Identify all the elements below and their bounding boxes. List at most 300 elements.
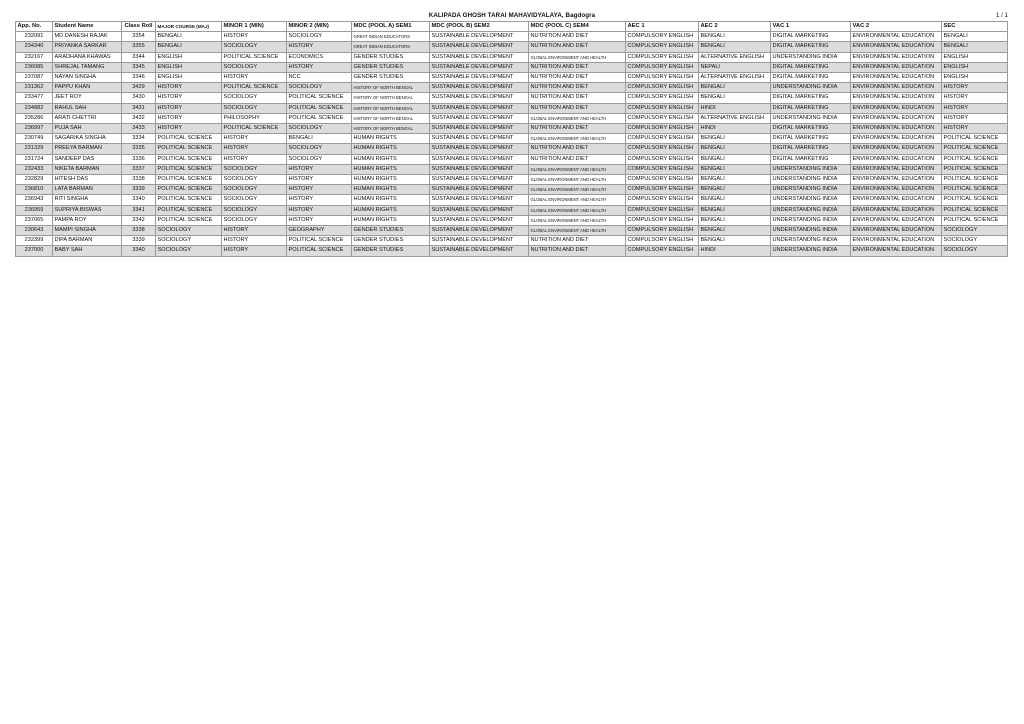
table-row <box>16 62 1008 72</box>
table-cell: ALTERNATIVE ENGLISH <box>699 73 771 83</box>
table-cell: 3433 <box>122 124 156 134</box>
table-cell: NUTRITION AND DIET <box>529 246 626 256</box>
table-cell: 232829 <box>16 175 53 185</box>
table-cell: ENGLISH <box>942 73 1008 83</box>
table-cell: POLITICAL SCIENCE <box>942 185 1008 195</box>
table-cell: SUSTAINABLE DEVELOPMENT <box>430 134 529 144</box>
table-cell: COMPULSORY ENGLISH <box>626 32 699 42</box>
table-cell: NIKETA BARMAN <box>53 164 122 174</box>
table-cell: HISTORY <box>287 175 352 185</box>
table-cell: ARATI CHETTRI <box>53 113 122 123</box>
table-cell: ENVIRONMENTAL EDUCATION <box>851 124 942 134</box>
table-cell: DIGITAL MARKETING <box>771 103 851 113</box>
table-cell: DIGITAL MARKETING <box>771 134 851 144</box>
table-cell: SOCIOLOGY <box>222 205 287 215</box>
table-cell: ENVIRONMENTAL EDUCATION <box>851 236 942 246</box>
table-cell: HISTORY OF NORTH BENGAL <box>352 83 430 93</box>
table-cell: HISTORY <box>287 195 352 205</box>
table-cell: HISTORY <box>156 103 222 113</box>
table-cell: COMPULSORY ENGLISH <box>626 195 699 205</box>
column-header: Class Roll <box>122 22 156 32</box>
table-cell: SOCIOLOGY <box>222 103 287 113</box>
table-row <box>16 134 1008 144</box>
table-cell: NUTRITION AND DIET <box>529 83 626 93</box>
table-cell: BENGALI <box>699 144 771 154</box>
column-header: Student Name <box>53 22 122 32</box>
table-cell: 234340 <box>16 42 53 52</box>
column-header: VAC 1 <box>771 22 851 32</box>
table-cell: SUSTAINABLE DEVELOPMENT <box>430 246 529 256</box>
table-cell: 3344 <box>122 52 156 62</box>
table-cell: ENVIRONMENTAL EDUCATION <box>851 103 942 113</box>
table-cell: ENVIRONMENTAL EDUCATION <box>851 134 942 144</box>
table-cell: GENDER STUDIES <box>352 226 430 236</box>
table-cell: ENVIRONMENTAL EDUCATION <box>851 73 942 83</box>
table-cell: GREAT INDIAN EDUCATORS <box>352 42 430 52</box>
table-cell: SOCIOLOGY <box>156 226 222 236</box>
table-cell: SUSTAINABLE DEVELOPMENT <box>430 205 529 215</box>
table-cell: 230749 <box>16 134 53 144</box>
table-cell: 3337 <box>122 164 156 174</box>
table-cell: UNDERSTANDING INDIA <box>771 83 851 93</box>
table-cell: DIGITAL MARKETING <box>771 73 851 83</box>
table-cell: ENVIRONMENTAL EDUCATION <box>851 185 942 195</box>
table-cell: ENVIRONMENTAL EDUCATION <box>851 205 942 215</box>
table-cell: SUSTAINABLE DEVELOPMENT <box>430 42 529 52</box>
table-cell: HISTORY <box>222 134 287 144</box>
table-cell: HUMAN RIGHTS <box>352 215 430 225</box>
table-row <box>16 205 1008 215</box>
table-cell: COMPULSORY ENGLISH <box>626 144 699 154</box>
table-cell: NUTRITION AND DIET <box>529 103 626 113</box>
table-cell: 3335 <box>122 144 156 154</box>
table-cell: UNDERSTANDING INDIA <box>771 113 851 123</box>
table-cell: HISTORY OF NORTH BENGAL <box>352 93 430 103</box>
table-cell: 3338 <box>122 175 156 185</box>
table-cell: SOCIOLOGY <box>222 215 287 225</box>
table-cell: GLOBAL ENVIRONMENT AND HEALTH <box>529 164 626 174</box>
table-cell: BENGALI <box>699 226 771 236</box>
table-row <box>16 175 1008 185</box>
table-cell: BENGALI <box>699 175 771 185</box>
table-cell: 236085 <box>16 62 53 72</box>
table-cell: SUSTAINABLE DEVELOPMENT <box>430 124 529 134</box>
table-cell: PUJA SAH <box>53 124 122 134</box>
table-cell: SOCIOLOGY <box>222 195 287 205</box>
table-cell: GENDER STUDIES <box>352 62 430 72</box>
table-cell: ENGLISH <box>156 73 222 83</box>
table-cell: 3431 <box>122 103 156 113</box>
table-cell: PAMPA ROY <box>53 215 122 225</box>
table-cell: POLITICAL SCIENCE <box>222 124 287 134</box>
table-cell: NUTRITION AND DIET <box>529 73 626 83</box>
table-cell: SUSTAINABLE DEVELOPMENT <box>430 236 529 246</box>
table-cell: 232399 <box>16 236 53 246</box>
table-cell: RITI SINGHA <box>53 195 122 205</box>
table-cell: HISTORY <box>222 226 287 236</box>
table-cell: GLOBAL ENVIRONMENT AND HEALTH <box>529 175 626 185</box>
table-cell: POLITICAL SCIENCE <box>942 215 1008 225</box>
table-cell: DIGITAL MARKETING <box>771 124 851 134</box>
table-cell: POLITICAL SCIENCE <box>156 175 222 185</box>
table-cell: MD DANESH RAJAK <box>53 32 122 42</box>
table-cell: UNDERSTANDING INDIA <box>771 236 851 246</box>
table-row <box>16 164 1008 174</box>
table-cell: POLITICAL SCIENCE <box>287 236 352 246</box>
table-cell: SUSTAINABLE DEVELOPMENT <box>430 215 529 225</box>
table-cell: COMPULSORY ENGLISH <box>626 134 699 144</box>
table-cell: ALTERNATIVE ENGLISH <box>699 113 771 123</box>
table-cell: SOCIOLOGY <box>942 246 1008 256</box>
table-cell: POLITICAL SCIENCE <box>156 134 222 144</box>
table-cell: HISTORY <box>222 73 287 83</box>
table-row <box>16 103 1008 113</box>
table-cell: SOCIOLOGY <box>287 83 352 93</box>
table-cell: ENVIRONMENTAL EDUCATION <box>851 83 942 93</box>
table-cell: SUSTAINABLE DEVELOPMENT <box>430 144 529 154</box>
table-cell: SUSTAINABLE DEVELOPMENT <box>430 164 529 174</box>
table-cell: 3341 <box>122 205 156 215</box>
table-row <box>16 154 1008 164</box>
table-cell: HISTORY <box>287 205 352 215</box>
table-cell: HISTORY <box>156 124 222 134</box>
table-cell: SOCIOLOGY <box>222 93 287 103</box>
table-cell: BENGALI <box>699 164 771 174</box>
table-cell: UNDERSTANDING INDIA <box>771 205 851 215</box>
table-cell: DIGITAL MARKETING <box>771 42 851 52</box>
table-cell: HISTORY <box>222 154 287 164</box>
table-cell: 3432 <box>122 113 156 123</box>
table-cell: BENGALI <box>699 195 771 205</box>
table-cell: RAHUL SAH <box>53 103 122 113</box>
table-cell: BENGALI <box>699 215 771 225</box>
table-cell: POLITICAL SCIENCE <box>156 215 222 225</box>
table-cell: HISTORY OF NORTH BENGAL <box>352 124 430 134</box>
table-cell: 231724 <box>16 154 53 164</box>
table-header-row <box>16 22 1008 32</box>
table-body <box>16 32 1008 256</box>
column-header: MDC (POOL A) SEM1 <box>352 22 430 32</box>
table-cell: SOCIOLOGY <box>222 62 287 72</box>
table-cell: MAMPI SINGHA <box>53 226 122 236</box>
table-cell: COMPULSORY ENGLISH <box>626 154 699 164</box>
table-cell: UNDERSTANDING INDIA <box>771 195 851 205</box>
table-cell: BENGALI <box>287 134 352 144</box>
table-cell: SOCIOLOGY <box>156 236 222 246</box>
table-cell: SAGARIKA SINGHA <box>53 134 122 144</box>
table-cell: HISTORY <box>222 32 287 42</box>
table-cell: DIGITAL MARKETING <box>771 144 851 154</box>
table-cell: BENGALI <box>156 42 222 52</box>
table-cell: HISTORY <box>942 113 1008 123</box>
table-cell: POLITICAL SCIENCE <box>222 83 287 93</box>
table-cell: BENGALI <box>699 154 771 164</box>
table-cell: COMPULSORY ENGLISH <box>626 205 699 215</box>
table-cell: ENVIRONMENTAL EDUCATION <box>851 175 942 185</box>
table-cell: NCC <box>287 73 352 83</box>
table-row <box>16 144 1008 154</box>
table-row <box>16 185 1008 195</box>
table-cell: SUSTAINABLE DEVELOPMENT <box>430 195 529 205</box>
table-cell: HISTORY <box>942 93 1008 103</box>
table-cell: PHILOSOPHY <box>222 113 287 123</box>
column-header: MDC (POOL C) SEM4 <box>529 22 626 32</box>
table-cell: ECONOMICS <box>287 52 352 62</box>
table-cell: BENGALI <box>699 83 771 93</box>
table-cell: HISTORY <box>222 246 287 256</box>
table-cell: DIGITAL MARKETING <box>771 93 851 103</box>
table-cell: 231329 <box>16 144 53 154</box>
table-cell: SUSTAINABLE DEVELOPMENT <box>430 73 529 83</box>
table-cell: ENVIRONMENTAL EDUCATION <box>851 215 942 225</box>
table-cell: HISTORY <box>942 124 1008 134</box>
table-cell: HISTORY <box>942 83 1008 93</box>
table-row <box>16 52 1008 62</box>
table-cell: UNDERSTANDING INDIA <box>771 226 851 236</box>
table-cell: SOCIOLOGY <box>287 124 352 134</box>
table-cell: HISTORY <box>222 236 287 246</box>
table-cell: ENVIRONMENTAL EDUCATION <box>851 226 942 236</box>
table-cell: ENVIRONMENTAL EDUCATION <box>851 246 942 256</box>
table-cell: COMPULSORY ENGLISH <box>626 93 699 103</box>
table-cell: ENVIRONMENTAL EDUCATION <box>851 113 942 123</box>
table-cell: COMPULSORY ENGLISH <box>626 185 699 195</box>
table-cell: ARADHANA KHAWAS <box>53 52 122 62</box>
table-cell: COMPULSORY ENGLISH <box>626 113 699 123</box>
table-cell: 232433 <box>16 164 53 174</box>
table-cell: GLOBAL ENVIRONMENT AND HEALTH <box>529 185 626 195</box>
table-cell: 3336 <box>122 154 156 164</box>
table-cell: SOCIOLOGY <box>222 175 287 185</box>
table-cell: ENVIRONMENTAL EDUCATION <box>851 144 942 154</box>
table-cell: POLITICAL SCIENCE <box>222 52 287 62</box>
table-cell: SUSTAINABLE DEVELOPMENT <box>430 113 529 123</box>
table-cell: POLITICAL SCIENCE <box>287 113 352 123</box>
table-cell: POLITICAL SCIENCE <box>942 164 1008 174</box>
table-cell: NUTRITION AND DIET <box>529 236 626 246</box>
table-cell: GLOBAL ENVIRONMENT AND HEALTH <box>529 195 626 205</box>
table-cell: BENGALI <box>699 32 771 42</box>
table-cell: SUSTAINABLE DEVELOPMENT <box>430 185 529 195</box>
table-row <box>16 73 1008 83</box>
table-cell: BENGALI <box>942 32 1008 42</box>
column-header: AEC 2 <box>699 22 771 32</box>
column-header: App. No. <box>16 22 53 32</box>
table-cell: ENVIRONMENTAL EDUCATION <box>851 164 942 174</box>
table-cell: POLITICAL SCIENCE <box>156 185 222 195</box>
table-cell: SUSTAINABLE DEVELOPMENT <box>430 226 529 236</box>
table-cell: SOCIOLOGY <box>222 185 287 195</box>
table-cell: HUMAN RIGHTS <box>352 205 430 215</box>
table-cell: PAPPU KHAN <box>53 83 122 93</box>
table-cell: ALTERNATIVE ENGLISH <box>699 52 771 62</box>
table-cell: POLITICAL SCIENCE <box>287 246 352 256</box>
table-row <box>16 124 1008 134</box>
table-cell: SOCIOLOGY <box>222 164 287 174</box>
table-row <box>16 215 1008 225</box>
table-cell: UNDERSTANDING INDIA <box>771 215 851 225</box>
table-cell: LATA BARMAN <box>53 185 122 195</box>
table-cell: 3340 <box>122 246 156 256</box>
table-cell: SUSTAINABLE DEVELOPMENT <box>430 154 529 164</box>
table-cell: COMPULSORY ENGLISH <box>626 83 699 93</box>
table-cell: ENVIRONMENTAL EDUCATION <box>851 154 942 164</box>
table-cell: NUTRITION AND DIET <box>529 32 626 42</box>
table-cell: BENGALI <box>699 185 771 195</box>
table-cell: DIPA BARMAN <box>53 236 122 246</box>
table-cell: SOCIOLOGY <box>156 246 222 256</box>
table-cell: COMPULSORY ENGLISH <box>626 124 699 134</box>
table-cell: GENDER STUDIES <box>352 236 430 246</box>
table-cell: POLITICAL SCIENCE <box>156 154 222 164</box>
table-cell: HISTORY <box>287 185 352 195</box>
table-cell: ENVIRONMENTAL EDUCATION <box>851 42 942 52</box>
table-cell: 236959 <box>16 205 53 215</box>
table-row <box>16 113 1008 123</box>
table-cell: SOCIOLOGY <box>287 32 352 42</box>
table-cell: NUTRITION AND DIET <box>529 154 626 164</box>
table-cell: DIGITAL MARKETING <box>771 62 851 72</box>
table-cell: HISTORY <box>942 103 1008 113</box>
table-cell: HINDI <box>699 124 771 134</box>
table-cell: COMPULSORY ENGLISH <box>626 175 699 185</box>
table-cell: ENVIRONMENTAL EDUCATION <box>851 52 942 62</box>
table-cell: BENGALI <box>699 134 771 144</box>
table-cell: POLITICAL SCIENCE <box>942 205 1008 215</box>
table-cell: GLOBAL ENVIRONMENT AND HEALTH <box>529 113 626 123</box>
table-cell: HUMAN RIGHTS <box>352 175 430 185</box>
table-cell: SOCIOLOGY <box>287 144 352 154</box>
table-cell: HISTORY <box>156 93 222 103</box>
table-cell: SHREJAL TAMANG <box>53 62 122 72</box>
page-title: KALIPADA GHOSH TARAI MAHAVIDYALAYA, Bagdogra <box>428 12 596 19</box>
table-cell: ENGLISH <box>156 52 222 62</box>
table-cell: BENGALI <box>699 236 771 246</box>
table-cell: SOCIOLOGY <box>942 236 1008 246</box>
table-cell: NUTRITION AND DIET <box>529 42 626 52</box>
table-cell: GLOBAL ENVIRONMENT AND HEALTH <box>529 134 626 144</box>
column-header: MAJOR COURSE (MAJ) <box>156 22 222 32</box>
table-cell: ENGLISH <box>156 62 222 72</box>
table-cell: NUTRITION AND DIET <box>529 144 626 154</box>
table-cell: COMPULSORY ENGLISH <box>626 103 699 113</box>
table-cell: COMPULSORY ENGLISH <box>626 215 699 225</box>
table-cell: SOCIOLOGY <box>287 154 352 164</box>
table-cell: 3338 <box>122 226 156 236</box>
table-cell: COMPULSORY ENGLISH <box>626 164 699 174</box>
table-cell: DIGITAL MARKETING <box>771 32 851 42</box>
table-cell: HINDI <box>699 103 771 113</box>
table-cell: GENDER STUDIES <box>352 52 430 62</box>
table-cell: GENDER STUDIES <box>352 246 430 256</box>
table-cell: SUSTAINABLE DEVELOPMENT <box>430 175 529 185</box>
column-header: MINOR 2 (MIN) <box>287 22 352 32</box>
table-cell: 3429 <box>122 83 156 93</box>
column-header: AEC 1 <box>626 22 699 32</box>
table-cell: GENDER STUDIES <box>352 73 430 83</box>
table-cell: POLITICAL SCIENCE <box>287 93 352 103</box>
table-cell: POLITICAL SCIENCE <box>942 154 1008 164</box>
table-cell: PRIYANKA SARKAR <box>53 42 122 52</box>
table-cell: SUSTAINABLE DEVELOPMENT <box>430 93 529 103</box>
table-cell: PREEYA BARMAN <box>53 144 122 154</box>
table-cell: SUSTAINABLE DEVELOPMENT <box>430 52 529 62</box>
table-cell: 3355 <box>122 42 156 52</box>
table-cell: GREAT INDIAN EDUCATORS <box>352 32 430 42</box>
table-cell: JEET ROY <box>53 93 122 103</box>
table-cell: HISTORY <box>156 113 222 123</box>
table-cell: UNDERSTANDING INDIA <box>771 52 851 62</box>
table-cell: HISTORY <box>287 164 352 174</box>
table-cell: HISTORY <box>287 42 352 52</box>
table-cell: 3339 <box>122 185 156 195</box>
table-cell: HUMAN RIGHTS <box>352 154 430 164</box>
table-cell: COMPULSORY ENGLISH <box>626 236 699 246</box>
table-cell: COMPULSORY ENGLISH <box>626 226 699 236</box>
table-cell: POLITICAL SCIENCE <box>287 103 352 113</box>
table-cell: COMPULSORY ENGLISH <box>626 73 699 83</box>
table-row <box>16 93 1008 103</box>
table-cell: 236943 <box>16 195 53 205</box>
table-cell: SANDEEP DAS <box>53 154 122 164</box>
table-cell: 235286 <box>16 113 53 123</box>
table-cell: POLITICAL SCIENCE <box>942 195 1008 205</box>
table-row <box>16 236 1008 246</box>
table-cell: 236997 <box>16 124 53 134</box>
page-number: 1 / 1 <box>995 12 1008 19</box>
table-cell: 3339 <box>122 236 156 246</box>
table-cell: HUMAN RIGHTS <box>352 164 430 174</box>
table-cell: HUMAN RIGHTS <box>352 195 430 205</box>
table-cell: ENVIRONMENTAL EDUCATION <box>851 93 942 103</box>
table-cell: UNDERSTANDING INDIA <box>771 164 851 174</box>
column-header: VAC 2 <box>851 22 942 32</box>
table-cell: 3334 <box>122 134 156 144</box>
table-row <box>16 246 1008 256</box>
table-cell: 232167 <box>16 52 53 62</box>
table-cell: HITESH DAS <box>53 175 122 185</box>
table-cell: NAYAN SINGHA <box>53 73 122 83</box>
table-cell: POLITICAL SCIENCE <box>156 144 222 154</box>
table-cell: HISTORY <box>156 83 222 93</box>
table-cell: POLITICAL SCIENCE <box>156 195 222 205</box>
table-cell: SOCIOLOGY <box>942 226 1008 236</box>
table-cell: 230643 <box>16 226 53 236</box>
table-cell: BENGALI <box>699 93 771 103</box>
table-cell: 237065 <box>16 215 53 225</box>
table-cell: COMPULSORY ENGLISH <box>626 62 699 72</box>
table-cell: GLOBAL ENVIRONMENT AND HEALTH <box>529 205 626 215</box>
table-cell: NUTRITION AND DIET <box>529 93 626 103</box>
table-cell: COMPULSORY ENGLISH <box>626 52 699 62</box>
table-cell: HINDI <box>699 246 771 256</box>
table-cell: ENGLISH <box>942 52 1008 62</box>
student-table <box>15 21 1008 257</box>
table-row <box>16 42 1008 52</box>
table-cell: 3346 <box>122 73 156 83</box>
table-cell: 3354 <box>122 32 156 42</box>
table-cell: UNDERSTANDING INDIA <box>771 175 851 185</box>
table-row <box>16 195 1008 205</box>
table-cell: BENGALI <box>156 32 222 42</box>
table-row <box>16 83 1008 93</box>
table-cell: HISTORY <box>222 144 287 154</box>
table-cell: POLITICAL SCIENCE <box>942 144 1008 154</box>
table-cell: 236810 <box>16 185 53 195</box>
table-cell: 3340 <box>122 195 156 205</box>
table-cell: SOCIOLOGY <box>222 42 287 52</box>
table-cell: BENGALI <box>942 42 1008 52</box>
